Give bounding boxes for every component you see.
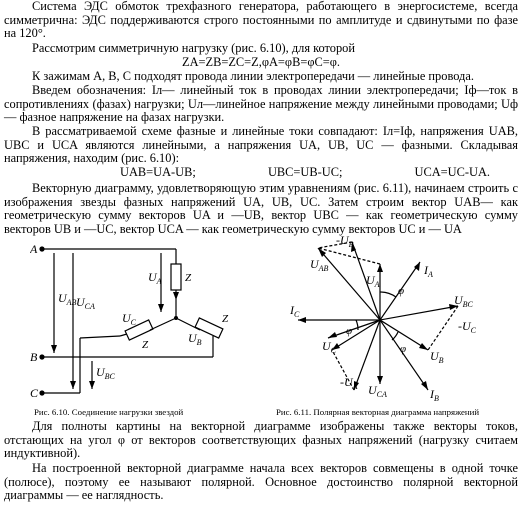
svg-text:UBC: $U_{BC}$ (96, 365, 115, 381)
figure-star-connection (30, 238, 260, 404)
paragraph-terminals: К зажимам A, B, C подходят провода линии электропередачи — линейные провода. (32, 69, 474, 83)
svg-text:-UB: $-U_B$ (336, 234, 354, 249)
paragraph-emf: Система ЭДС обмоток трехфазного генератора, работающего в энергосистеме, всегда симметрична: ЭДС поддерживаются строго постоянными по амплитуде и сдвинутыми по фазе на 120°. (4, 0, 518, 41)
svg-text:UC: $U_C$ (122, 311, 137, 327)
svg-text:UB: $U_B$ (430, 349, 444, 365)
paragraph-vector-diagram: Векторную диаграмму, удовлетворяющую этим уравнениям (рис. 6.11), начинаем строить с изображения звезды фазных напряжений UA, UB, UC. Затем строим вектор UAB— как геометрическую сумму векторов UA и —UB, вектор UBC — как геометрическую сумму векторов UB и —UC, вектор UCA — как геометрическую сумму векторов UC и — UA (4, 181, 518, 236)
caption-figure-610: Рис. 6.10. Соединение нагрузки звездой (34, 407, 184, 417)
equation-uca: UCA=UC-UA. (414, 165, 490, 179)
paragraph-load: Рассмотрим симметричную нагрузку (рис. 6.10), для которой (32, 41, 356, 55)
paragraph-currents: В рассматриваемой схеме фазные и линейные токи совпадают: Iл=Iф, напряжения UAB, UBC и UCA являются линейными, а напряжения UA, UB, UC — фазными. Складывая напряжения, находим (рис. 6.10): (4, 124, 518, 166)
paragraph-notation: Введем обозначения: Iл— линейный ток в проводах линии электропередачи; Iф—ток в сопротивлениях (фазах) нагрузки; Uл—линейное напряжение между линейными проводами; Uф— фазное напряжение на фазах нагрузки. (4, 83, 518, 125)
equation-uab: UAB=UA-UB; (120, 165, 196, 179)
svg-text:IB: $I_B$ (430, 387, 439, 403)
equation-load: ZA=ZB=ZC=Z,φA=φB=φC=φ. (182, 55, 340, 69)
figure-polar-vector-diagram (280, 234, 510, 404)
svg-text:UCA: $U_{CA}$ (368, 383, 387, 399)
svg-text:φ: φ (398, 285, 405, 297)
svg-text:Z: Z (142, 339, 149, 351)
svg-text:UCA: $U_{CA}$ (76, 295, 95, 311)
svg-text:IA: $I_A$ (424, 263, 433, 279)
svg-text:-UC: $-U_C$ (458, 319, 477, 335)
svg-text:Z: Z (185, 272, 192, 284)
svg-text:-UA: $-U_A$ (340, 375, 358, 391)
svg-text:UA: $U_A$ (148, 270, 162, 286)
equations-linear (120, 166, 490, 180)
svg-text:IC: $I_C$ (290, 303, 300, 319)
svg-text:UA: $U_A$ (366, 273, 380, 289)
svg-text:UB: $U_B$ (188, 331, 202, 347)
svg-text:B: B (30, 350, 38, 364)
svg-text:A: A (30, 242, 38, 256)
caption-figure-611: Рис. 6.11. Полярная векторная диаграмма напряжений (276, 407, 480, 417)
svg-text:UAB: $U_{AB}$ (310, 257, 329, 273)
svg-text:φ: φ (346, 325, 353, 337)
paragraph-currents-diagram: Для полноты картины на векторной диаграмме изображены также векторы токов, отстающих на угол φ от векторов соответствующих фазных напряжений (нагрузку считаем индуктивной). (4, 419, 518, 461)
svg-text:UC: $U_C$ (322, 339, 337, 355)
svg-text:UAB: $U_{AB}$ (58, 291, 77, 307)
paragraph-polar: На построенной векторной диаграмме начала всех векторов совмещены в одной точке (полюсе), поэтому ее называют полярной. Основное достоинство полярной векторной диаграммы — ее наглядность. (4, 461, 518, 503)
svg-text:Z: Z (222, 313, 229, 325)
svg-text:UBC: $U_{BC}$ (454, 293, 473, 309)
equation-ubc: UBC=UB-UC; (267, 165, 343, 179)
svg-text:φ: φ (400, 343, 407, 355)
svg-text:C: C (30, 386, 39, 400)
